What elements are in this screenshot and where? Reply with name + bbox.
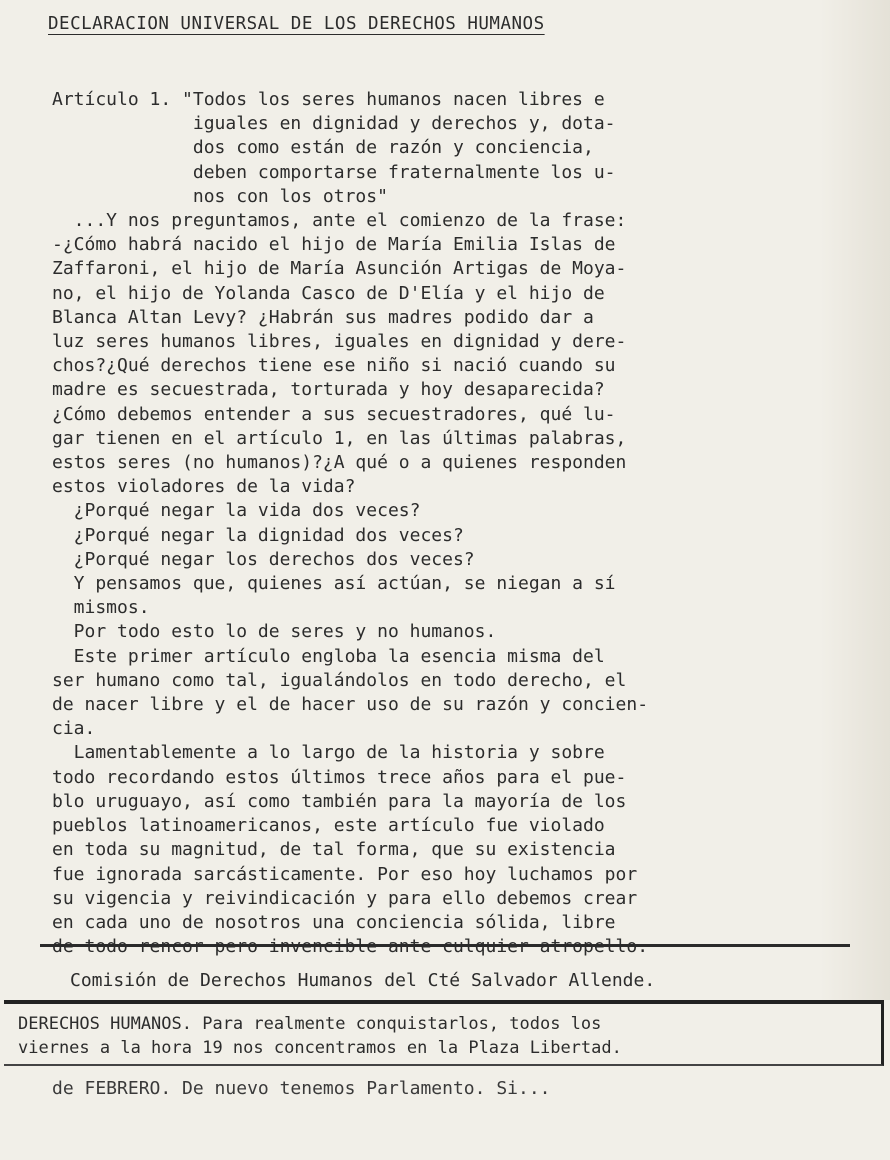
body-line: nos con los otros": [52, 185, 388, 207]
body-line: mismos.: [52, 597, 150, 619]
body-line: iguales en dignidad y derechos y, dota-: [52, 113, 616, 135]
body-line: luz seres humanos libres, iguales en dignidad y dere-: [52, 331, 627, 353]
document-title: DECLARACION UNIVERSAL DE LOS DERECHOS HUMANOS: [48, 14, 545, 34]
body-line: ¿Porqué negar la dignidad dos veces?: [52, 524, 464, 546]
body-line: Y pensamos que, quienes así actúan, se niegan a sí: [52, 573, 616, 595]
notice-line-2: viernes a la hora 19 nos concentramos en la Plaza Libertad.: [18, 1038, 622, 1058]
body-line: no, el hijo de Yolanda Casco de D'Elía y el hijo de: [52, 282, 605, 304]
body-line: ...Y nos preguntamos, ante el comienzo de la frase:: [52, 210, 627, 232]
body-line: estos seres (no humanos)?¿A qué o a quienes responden: [52, 452, 627, 474]
body-line: cia.: [52, 718, 96, 740]
body-line: estos violadores de la vida?: [52, 476, 356, 498]
body-line: Artículo 1. "Todos los seres humanos nacen libres e: [52, 89, 605, 110]
body-line: [52, 935, 852, 959]
body-line: Zaffaroni, el hijo de María Asunción Artigas de Moya-: [52, 258, 627, 280]
body-line: madre es secuestrada, torturada y hoy desaparecida?: [52, 379, 605, 401]
body-line: chos?¿Qué derechos tiene ese niño si nació cuando su: [52, 355, 616, 377]
signature-line: Comisión de Derechos Humanos del Cté Salvador Allende.: [70, 970, 656, 991]
body-line: gar tienen en el artículo 1, en las últimas palabras,: [52, 427, 627, 449]
body-line: blo uruguayo, así como también para la mayoría de los: [52, 790, 627, 812]
body-line: todo recordando estos últimos trece años para el pue-: [52, 766, 627, 788]
body-line: en toda su magnitud, de tal forma, que su existencia: [52, 839, 616, 861]
body-line: Blanca Altan Levy? ¿Habrán sus madres podido dar a: [52, 306, 594, 328]
body-line: ¿Cómo debemos entender a sus secuestradores, qué lu-: [52, 403, 616, 425]
body-line: ¿Porqué negar la vida dos veces?: [52, 500, 421, 522]
body-line: deben comportarse fraternalmente los u-: [52, 161, 616, 183]
body-line: dos como están de razón y conciencia,: [52, 137, 594, 159]
body-line: Lamentablemente a lo largo de la historia y sobre: [52, 742, 605, 764]
body-line: su vigencia y reivindicación y para ello debemos crear: [52, 887, 638, 909]
body-line: ¿Porqué negar los derechos dos veces?: [52, 548, 475, 570]
article-body: [52, 88, 852, 959]
body-line: de nacer libre y el de hacer uso de su razón y concien-: [52, 694, 649, 716]
body-line: fue ignorada sarcásticamente. Por eso hoy luchamos por: [52, 863, 638, 885]
footer-fragment: de FEBRERO. De nuevo tenemos Parlamento. Si...: [52, 1078, 551, 1099]
body-line: ser humano como tal, igualándolos en todo derecho, el: [52, 669, 627, 691]
section-divider: [40, 944, 850, 947]
body-line: Este primer artículo engloba la esencia misma del: [52, 645, 605, 667]
body-line: pueblos latinoamericanos, este artículo fue violado: [52, 815, 605, 837]
notice-box: [4, 1000, 884, 1066]
body-line: Por todo esto lo de seres y no humanos.: [52, 621, 497, 643]
notice-line-1: DERECHOS HUMANOS. Para realmente conquistarlos, todos los: [18, 1014, 602, 1034]
body-line: -¿Cómo habrá nacido el hijo de María Emilia Islas de: [52, 234, 616, 256]
body-line: en cada uno de nosotros una conciencia sólida, libre: [52, 911, 616, 933]
